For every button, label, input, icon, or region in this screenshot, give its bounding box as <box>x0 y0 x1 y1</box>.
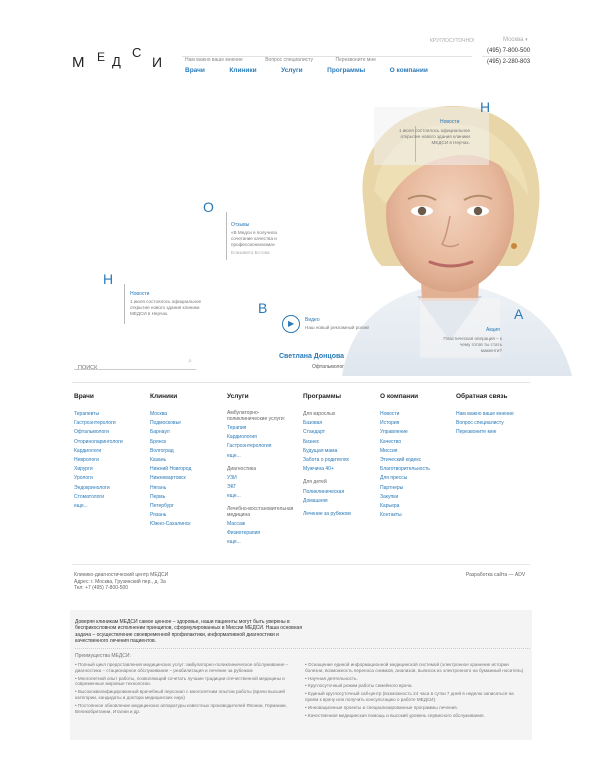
footer-link[interactable]: Стоматологи <box>74 493 105 500</box>
search-box[interactable] <box>74 356 196 370</box>
footer-link[interactable]: Гастроэнтерологи <box>74 420 116 427</box>
footer-link[interactable]: Благотворительность <box>380 466 430 473</box>
footer-link[interactable]: Мужчина 40+ <box>303 466 334 473</box>
promo-label[interactable]: Акция <box>486 327 500 333</box>
footer-col-title[interactable]: Программы <box>303 393 342 400</box>
contacts-line: Клинико-диагностический центр МЕДСИ <box>74 572 169 578</box>
advantages-left <box>75 662 300 714</box>
footer-link[interactable]: Вопрос специалисту <box>456 420 504 427</box>
nav-clinics[interactable]: Клиники <box>229 67 257 74</box>
footer-link[interactable]: Нижний Новгород <box>150 466 192 473</box>
footer-col-title[interactable]: О компании <box>380 393 419 400</box>
footer-subheading: Диагностика <box>227 465 256 472</box>
footer-link[interactable]: Массаж <box>227 520 246 527</box>
footer-link[interactable]: Эндокринологи <box>74 484 110 491</box>
contacts-line: Адрес: г. Москва, Грузинский пер., д. 3а <box>74 578 166 585</box>
footer-link[interactable]: Кардиологи <box>74 447 102 454</box>
video-play-button[interactable] <box>282 315 300 333</box>
city-select[interactable] <box>503 37 528 43</box>
footer-col-doctors <box>74 393 123 511</box>
footer-subheading: Для взрослых <box>303 411 336 417</box>
footer-link[interactable]: Миссия <box>380 447 398 454</box>
footer-link[interactable]: Южно-Сахалинск <box>150 521 191 528</box>
search-input[interactable] <box>74 362 182 374</box>
advantages-right <box>305 662 527 718</box>
footer-link[interactable]: Качество <box>380 438 402 445</box>
footer-link[interactable]: Офтальмологи <box>74 429 109 436</box>
footer-link[interactable]: Терапия <box>227 425 247 431</box>
advantages-title: Преимущества МЕДСИ: <box>75 653 131 659</box>
footer-link[interactable]: Карьера <box>380 503 400 510</box>
doctor-name[interactable]: Светлана Донцова <box>279 353 345 360</box>
advantage-item: • Научная деятельность. <box>305 675 358 681</box>
nav-about[interactable]: О компании <box>389 67 428 74</box>
footer-link[interactable]: Рязань <box>150 512 167 519</box>
advantage-item: • Многолетний опыт работы, позволяющий сочетать лучшие традиции отечественной медицины и современные мировые технологии. <box>75 675 285 687</box>
advantage-item: • Инновационные проекты и специализированные программы лечения. <box>305 704 458 710</box>
news-top-label[interactable]: Новости <box>440 119 460 125</box>
reviews-text: «В Медси я получила сочетание качества и профессионализма» <box>231 230 277 247</box>
footer-link[interactable]: Барнаул <box>150 429 170 436</box>
news-left-label[interactable]: Новости <box>130 291 150 297</box>
advantage-item: • Оснащение единой информационной медицинской системой (электронное хранение истории болезни, возможность переноса снимков, анализов, выписок из электронного на бумажный носитель) <box>305 662 524 673</box>
footer-link[interactable]: Хирурги <box>74 466 93 473</box>
footer-link[interactable]: Казань <box>150 457 167 464</box>
footer-link[interactable]: Лечение за рубежом <box>303 511 351 518</box>
footer-col-about <box>380 393 430 520</box>
search-icon[interactable]: ⌕ <box>188 358 192 365</box>
footer-link[interactable]: Кардиология <box>227 434 257 441</box>
footer-subheading: Для детей <box>303 479 327 486</box>
footer-link[interactable]: Брянск <box>150 438 167 445</box>
footer-link[interactable]: Пермь <box>150 493 166 500</box>
footer-subheading: Лечебно-восстановительная медицина <box>227 505 294 518</box>
footer-link[interactable]: УЗИ <box>227 475 237 482</box>
footer-col-feedback <box>456 393 514 438</box>
top-link-callback[interactable]: Перезвоните мне <box>335 57 376 63</box>
reviews-label[interactable]: Отзывы <box>231 222 250 228</box>
advantage-item: • Круглосуточный режим работы семейного врача. <box>305 683 413 689</box>
chevron-down-icon: ▾ <box>525 37 528 43</box>
play-icon: ▶ <box>288 319 295 328</box>
logo-letter-s: С <box>132 45 142 60</box>
hero-letter-v: В <box>258 300 268 316</box>
footer-link[interactable]: Домашняя <box>303 497 328 504</box>
promo-text: Пластическая операция – к чему готов ты стать маменти? <box>443 336 502 353</box>
news-left-text: 1 июля состоялось официальное открытие нового здания клиники МЕДСИ в Нерчах. <box>130 299 202 316</box>
video-text: Наш новый рекламный ролик! <box>305 325 370 330</box>
mission-text: Доверяя клиникам МЕДСИ самое ценное – здоровье, наши пациенты могут быть уверены в бесприкословном исполнении принципов, сформулированных в Миссии МЕДСИ. Наша основная задача – осуществление своевременной профилактики, информативной диагностики и качественного лечения пациентов. <box>75 619 303 644</box>
footer-link[interactable]: Поликлиническая <box>303 488 345 495</box>
hero-letter-a: А <box>514 306 524 322</box>
developer-credit[interactable]: Разработка сайта — ADV <box>466 572 526 578</box>
video-label[interactable]: Видео <box>305 317 320 323</box>
nav-programs[interactable]: Программы <box>327 67 366 74</box>
footer-link[interactable]: Управление <box>380 429 408 436</box>
logo-letter-e: Е <box>97 50 106 64</box>
footer-link[interactable]: еще... <box>227 452 241 459</box>
logo-letter-i: И <box>152 54 163 70</box>
hero-letter-n-left: Н <box>103 271 114 287</box>
footer-link[interactable]: Москва <box>150 411 168 417</box>
hero-bottom-line <box>72 382 530 383</box>
footer-link[interactable]: Базовая <box>303 420 323 427</box>
reviews-author: Елизавета Бстова <box>231 250 270 255</box>
advantage-item: • Качественная медицинская помощь и высокий уровень сервисного обслуживания. <box>305 712 485 718</box>
footer-link[interactable]: Новости <box>380 411 400 417</box>
contacts-line: Тел: +7 (495) 7-800-500 <box>74 585 129 591</box>
advantage-item: • Постоянное обновление медицинских аппаратуры известных производителей Японии, Германии, Великобритании, Италии и др. <box>75 702 287 714</box>
hero-letter-o: О <box>203 199 214 215</box>
nav-doctors[interactable]: Врачи <box>185 67 205 74</box>
footer-link[interactable]: ЭКГ <box>227 484 237 491</box>
footer-link[interactable]: Терапевты <box>74 411 100 417</box>
advantage-item: • Полный цикл предоставления медицинских услуг: амбулаторно-поликлиническое обслуживание – диагностика – стационарное обслуживание – реабилитация и лечение за рубежом <box>75 662 289 673</box>
footer-link[interactable]: Для прессы <box>380 475 408 482</box>
phone-primary: (495) 7-800-500 <box>487 48 531 54</box>
footer-link[interactable]: Нижневартовск <box>150 475 186 482</box>
footer-link[interactable]: Подмосковье <box>150 420 181 427</box>
nav-services[interactable]: Услуги <box>281 67 303 74</box>
footer-col-programs <box>303 393 351 519</box>
advantages-divider <box>75 648 530 649</box>
nav-divider <box>182 56 472 57</box>
footer-col-clinics <box>150 393 191 530</box>
footer-link[interactable]: Гастроэнтерология <box>227 443 272 450</box>
footer-link[interactable]: Нам важно ваше мнение <box>456 411 514 417</box>
hero-section <box>0 76 600 380</box>
hero-letter-n-top: Н <box>480 99 491 115</box>
footer-col-title[interactable]: Клиники <box>150 393 178 400</box>
main-nav <box>185 59 448 77</box>
contacts-divider <box>72 564 530 565</box>
footer-link[interactable]: Неврологи <box>74 457 99 464</box>
logo-letter-d: Д <box>112 54 121 69</box>
news-left-line <box>124 284 125 324</box>
footer-link[interactable]: Физиотерапия <box>227 529 261 536</box>
footer-col-title[interactable]: Врачи <box>74 393 94 400</box>
phone-divider <box>482 56 530 57</box>
footer-link[interactable]: Закупки <box>380 493 399 500</box>
news-top-text: 1 июля состоялось официальное открытие нового здания клиники МЕДСИ в Нерчах. <box>398 128 470 145</box>
footer-link[interactable]: Перезвоните мне <box>456 429 497 436</box>
footer-link[interactable]: Будущая мама <box>303 447 338 454</box>
contacts-block <box>74 572 168 592</box>
footer-link[interactable]: Петербург <box>150 503 174 510</box>
footer-link[interactable]: Контакты <box>380 512 402 519</box>
footer-link[interactable]: Этический кодекс <box>380 457 422 464</box>
phone-secondary: (495) 2-280-803 <box>487 59 531 65</box>
footer-link[interactable]: История <box>380 420 400 427</box>
footer-col-title[interactable]: Обратная связь <box>456 393 508 400</box>
advantage-item: • Единый круглосуточный call-центр (возможность 24 часа в сутки 7 дней в неделю записаться на прием к врачу или получить консультацию о работе МЕДСИ). <box>305 691 514 702</box>
footer-link[interactable]: Стандарт <box>303 429 326 436</box>
footer-col-title[interactable]: Услуги <box>227 393 249 400</box>
top-link-question[interactable]: Вопрос специалисту <box>265 57 313 63</box>
footer-link[interactable]: еще... <box>227 539 241 546</box>
doctor-role: Офтальмолог <box>312 364 345 370</box>
footer-link[interactable]: Волгоград <box>150 447 174 454</box>
footer-link[interactable]: Урологи <box>74 475 93 482</box>
top-link-opinion[interactable]: Нам важно ваше мнение <box>185 57 243 63</box>
footer-link[interactable]: Забота о родителях <box>303 457 350 464</box>
footer-link[interactable]: еще... <box>74 503 88 510</box>
footer-subheading: Амбулаторно-поликлинические услуги: <box>227 410 286 422</box>
city-name: Москва <box>503 37 524 43</box>
hotline-label: КРУГЛОСУТОЧНО! <box>430 38 475 44</box>
footer-link[interactable]: Нягань <box>150 484 167 491</box>
footer-link[interactable]: Оториноларингологи <box>74 438 123 445</box>
footer-link[interactable]: Партнеры <box>380 484 404 491</box>
logo-letter-m: М <box>72 54 85 71</box>
footer-link[interactable]: еще... <box>227 493 241 500</box>
reviews-line <box>226 212 227 260</box>
advantage-item: • Высококвалифицированный врачебный персонал с многолетним опытом работы (врачи высшей категории, кандидаты и доктора медицинских наук) <box>75 689 285 700</box>
logo[interactable] <box>72 44 164 70</box>
footer-link[interactable]: Бизнес <box>303 438 320 445</box>
footer-col-services <box>227 393 299 547</box>
